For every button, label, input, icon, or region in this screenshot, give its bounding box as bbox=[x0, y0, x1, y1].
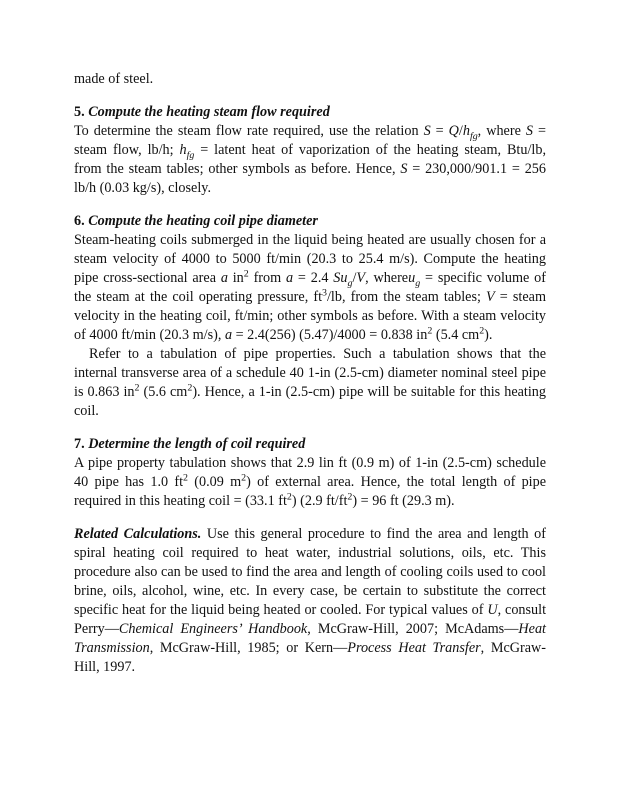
text-run: , where bbox=[365, 270, 409, 286]
text-run: , where bbox=[477, 123, 526, 139]
var-run: Su bbox=[333, 270, 348, 286]
related-calculations-heading: Related Calculations. bbox=[74, 526, 202, 542]
superscript-run: 2 bbox=[286, 491, 292, 503]
subscript-run: fg bbox=[186, 149, 195, 161]
step-5-paragraph bbox=[74, 122, 546, 198]
text-run: A pipe property tabulation shows that 2.9 lin ft (0.9 m) of 1-in (2.5-cm) schedule 40 pipe has 1.0 ft bbox=[74, 455, 546, 490]
text-run: (0.09 m bbox=[188, 474, 242, 490]
text-run: = 2.4(256) (5.47)/4000 = 0.838 in bbox=[232, 327, 428, 343]
step-5-heading bbox=[74, 103, 546, 122]
step-6-section bbox=[74, 212, 546, 421]
superscript-run: 2 bbox=[241, 472, 247, 484]
var-run: a bbox=[224, 327, 233, 343]
book-title: Heat Transmission bbox=[74, 621, 546, 656]
step-7-paragraph bbox=[74, 454, 546, 511]
text-run: = latent heat of vaporization of the heating steam, Btu/lb, from the steam tables; other symbols as before. Hence, bbox=[74, 142, 546, 177]
var-run: S bbox=[423, 123, 431, 139]
step-7-number: 7. bbox=[74, 436, 85, 452]
var-run: Q bbox=[448, 123, 459, 139]
var-run: h bbox=[179, 142, 187, 158]
text-run: Steam-heating coils submerged in the liquid being heated are usually chosen for a steam velocity of 4000 to 5000 ft/min (20.3 to 25.4 m/s). Compute the heating pipe cross-sectional area bbox=[74, 232, 546, 286]
text-run: in bbox=[227, 270, 244, 286]
text-run: , McGraw-Hill, 1985; or Kern— bbox=[149, 640, 348, 656]
step-6-title: Compute the heating coil pipe diameter bbox=[88, 213, 318, 229]
text-run: Use this general procedure to find the area and length of spiral heating coil required to heat water, industrial solutions, oils, etc. This procedure also can be used to find the area and length of cooling coils used to cool brine, oils, alcohol, wine, etc. In every case, be certain to substitute the correct specific heat for the liquid being heated or cooled. For typical values of bbox=[74, 526, 546, 618]
step-7-title: Determine the length of coil required bbox=[88, 436, 306, 452]
step-5-section bbox=[74, 103, 546, 198]
related-calculations-section bbox=[74, 525, 546, 677]
text-run: ) = 96 ft (29.3 m). bbox=[352, 493, 455, 509]
book-title: Process Heat Transfer bbox=[347, 640, 481, 656]
text-run: ). Hence, a 1-in (2.5-cm) pipe will be suitable for this heating coil. bbox=[74, 384, 546, 419]
var-run: V bbox=[486, 289, 495, 305]
superscript-run: 2 bbox=[134, 382, 140, 394]
superscript-run: 2 bbox=[347, 491, 353, 503]
text-run: = bbox=[430, 123, 449, 139]
superscript-run: 2 bbox=[187, 382, 193, 394]
text-run: , McGraw-Hill, 2007; McAdams— bbox=[307, 621, 519, 637]
step-6-heading bbox=[74, 212, 546, 231]
var-run: u bbox=[408, 270, 416, 286]
text-run: = specific volume of the steam at the coil operating pressure, ft bbox=[74, 270, 546, 305]
superscript-run: 2 bbox=[183, 472, 188, 484]
text-run: To determine the steam flow rate required, use the relation bbox=[74, 123, 424, 139]
var-run: S bbox=[400, 161, 408, 177]
text-run: = 2.4 bbox=[293, 270, 334, 286]
superscript-run: 2 bbox=[427, 325, 433, 337]
text-run: (5.4 cm bbox=[432, 327, 480, 343]
document-page bbox=[74, 70, 546, 691]
superscript-run: 2 bbox=[479, 325, 485, 337]
text-run: / bbox=[352, 270, 357, 286]
text-run: , McGraw-Hill, 1997. bbox=[74, 640, 546, 675]
text-run: = 230,000/901.1 = 256 lb/h (0.03 kg/s), closely. bbox=[74, 161, 546, 196]
text-run: /lb, from the steam tables; bbox=[326, 289, 487, 305]
superscript-run: 2 bbox=[243, 268, 249, 280]
text-run: = steam flow, lb/h; bbox=[74, 123, 546, 158]
text-run: ). bbox=[484, 327, 493, 343]
subscript-run: g bbox=[347, 277, 353, 289]
related-calculations-paragraph bbox=[74, 525, 546, 677]
text-run: from bbox=[248, 270, 286, 286]
step-7-section bbox=[74, 435, 546, 511]
text-run: Refer to a tabulation of pipe properties. Such a tabulation shows that the internal transverse area of a schedule 40 1-in (2.5-cm) diameter nominal steel pipe is 0.863 in bbox=[74, 346, 546, 400]
text-run: (5.6 cm bbox=[139, 384, 188, 400]
var-run: U bbox=[487, 602, 498, 618]
text-run: ) of external area. Hence, the total length of pipe required in this heating coil = (33.1 ft bbox=[74, 474, 546, 509]
text-run: = steam velocity in the heating coil, ft/min; other symbols as before. With a steam velocity of 4000 ft/min (20.3 m/s), bbox=[74, 289, 546, 343]
step-7-heading bbox=[74, 435, 546, 454]
text-run: / bbox=[458, 123, 463, 139]
superscript-run: 3 bbox=[322, 287, 327, 299]
var-run: a bbox=[285, 270, 294, 286]
intro-line: made of steel. bbox=[74, 71, 154, 87]
text-run: , consult Perry— bbox=[74, 602, 547, 637]
subscript-run: g bbox=[415, 277, 421, 289]
text-run: ) (2.9 ft/ft bbox=[291, 493, 348, 509]
var-run: V bbox=[356, 270, 366, 286]
step-6-paragraph-1 bbox=[74, 231, 546, 345]
step-6-paragraph-2 bbox=[74, 345, 546, 421]
step-5-title: Compute the heating steam flow required bbox=[88, 104, 330, 120]
var-run: S bbox=[525, 123, 533, 139]
book-title: Chemical Engineers’ Handbook bbox=[118, 621, 308, 637]
subscript-run: fg bbox=[469, 130, 478, 142]
var-run: h bbox=[462, 123, 470, 139]
var-run: a bbox=[220, 270, 228, 286]
step-5-number: 5. bbox=[74, 104, 85, 120]
step-6-number: 6. bbox=[74, 213, 85, 229]
